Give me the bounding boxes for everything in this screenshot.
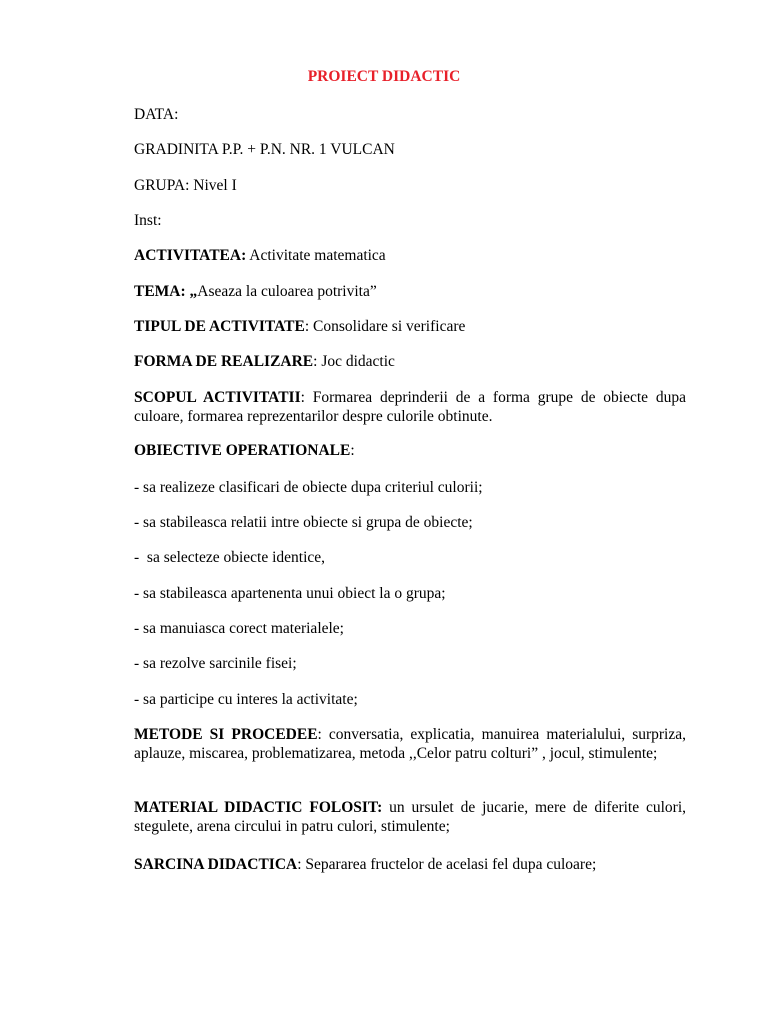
activitatea-line [134, 247, 686, 265]
objective-item: - sa selecteze obiecte identice, [134, 549, 326, 566]
metode-label: METODE SI PROCEDEE [134, 726, 318, 743]
obiective-value: : [350, 442, 355, 459]
obiective-label: OBIECTIVE OPERATIONALE [134, 442, 351, 459]
grupa-line: GRUPA: Nivel I [134, 177, 237, 194]
scopul-paragraph [134, 389, 686, 426]
sarcina-label: SARCINA DIDACTICA [134, 856, 298, 873]
forma-line [134, 353, 686, 371]
tema-line [134, 283, 686, 301]
sarcina-line [134, 856, 686, 874]
objective-item: - sa participe cu interes la activitate; [134, 691, 358, 708]
metode-paragraph [134, 726, 686, 763]
tema-value: Aseaza la culoarea potrivita” [197, 283, 377, 300]
scopul-label: SCOPUL ACTIVITATII [134, 389, 301, 406]
forma-label: FORMA DE REALIZARE [134, 353, 314, 370]
activitatea-value: Activitate matematica [246, 247, 386, 264]
objective-item: - sa stabileasca relatii intre obiecte si grupa de obiecte; [134, 514, 473, 531]
material-paragraph [134, 799, 686, 836]
material-value: un ursulet de jucarie, mere de diferite culori, stegulete, arena circului in patru culori, stimulente; [134, 799, 687, 835]
metode-value: : conversatia, explicatia, manuirea materialului, surpriza, aplauze, miscarea, problematizarea, metoda ,,Celor patru colturi” , jocul, stimulente; [134, 726, 686, 762]
tipul-value: : Consolidare si verificare [304, 318, 466, 335]
gradinita-line: GRADINITA P.P. + P.N. NR. 1 VULCAN [134, 141, 395, 158]
tema-label: TEMA: „ [134, 283, 198, 300]
sarcina-value: : Separarea fructelor de acelasi fel dupa culoare; [297, 856, 597, 873]
objective-item: - sa stabileasca apartenenta unui obiect la o grupa; [134, 585, 446, 602]
document-title: PROIECT DIDACTIC [307, 68, 461, 85]
tipul-line [134, 318, 686, 336]
objective-item: - sa rezolve sarcinile fisei; [134, 655, 297, 672]
forma-value: : Joc didactic [313, 353, 395, 370]
objective-item: - sa realizeze clasificari de obiecte dupa criteriul culorii; [134, 479, 483, 496]
scopul-value: : Formarea deprinderii de a forma grupe de obiecte dupa culoare, formarea reprezentarilor despre culorile obtinute. [134, 389, 686, 425]
obiective-line [134, 442, 686, 460]
objective-item: - sa manuiasca corect materialele; [134, 620, 344, 637]
data-line: DATA: [134, 106, 179, 123]
inst-line: Inst: [134, 212, 162, 229]
tipul-label: TIPUL DE ACTIVITATE [134, 318, 305, 335]
material-label: MATERIAL DIDACTIC FOLOSIT: [134, 799, 383, 816]
activitatea-label: ACTIVITATEA: [134, 247, 247, 264]
